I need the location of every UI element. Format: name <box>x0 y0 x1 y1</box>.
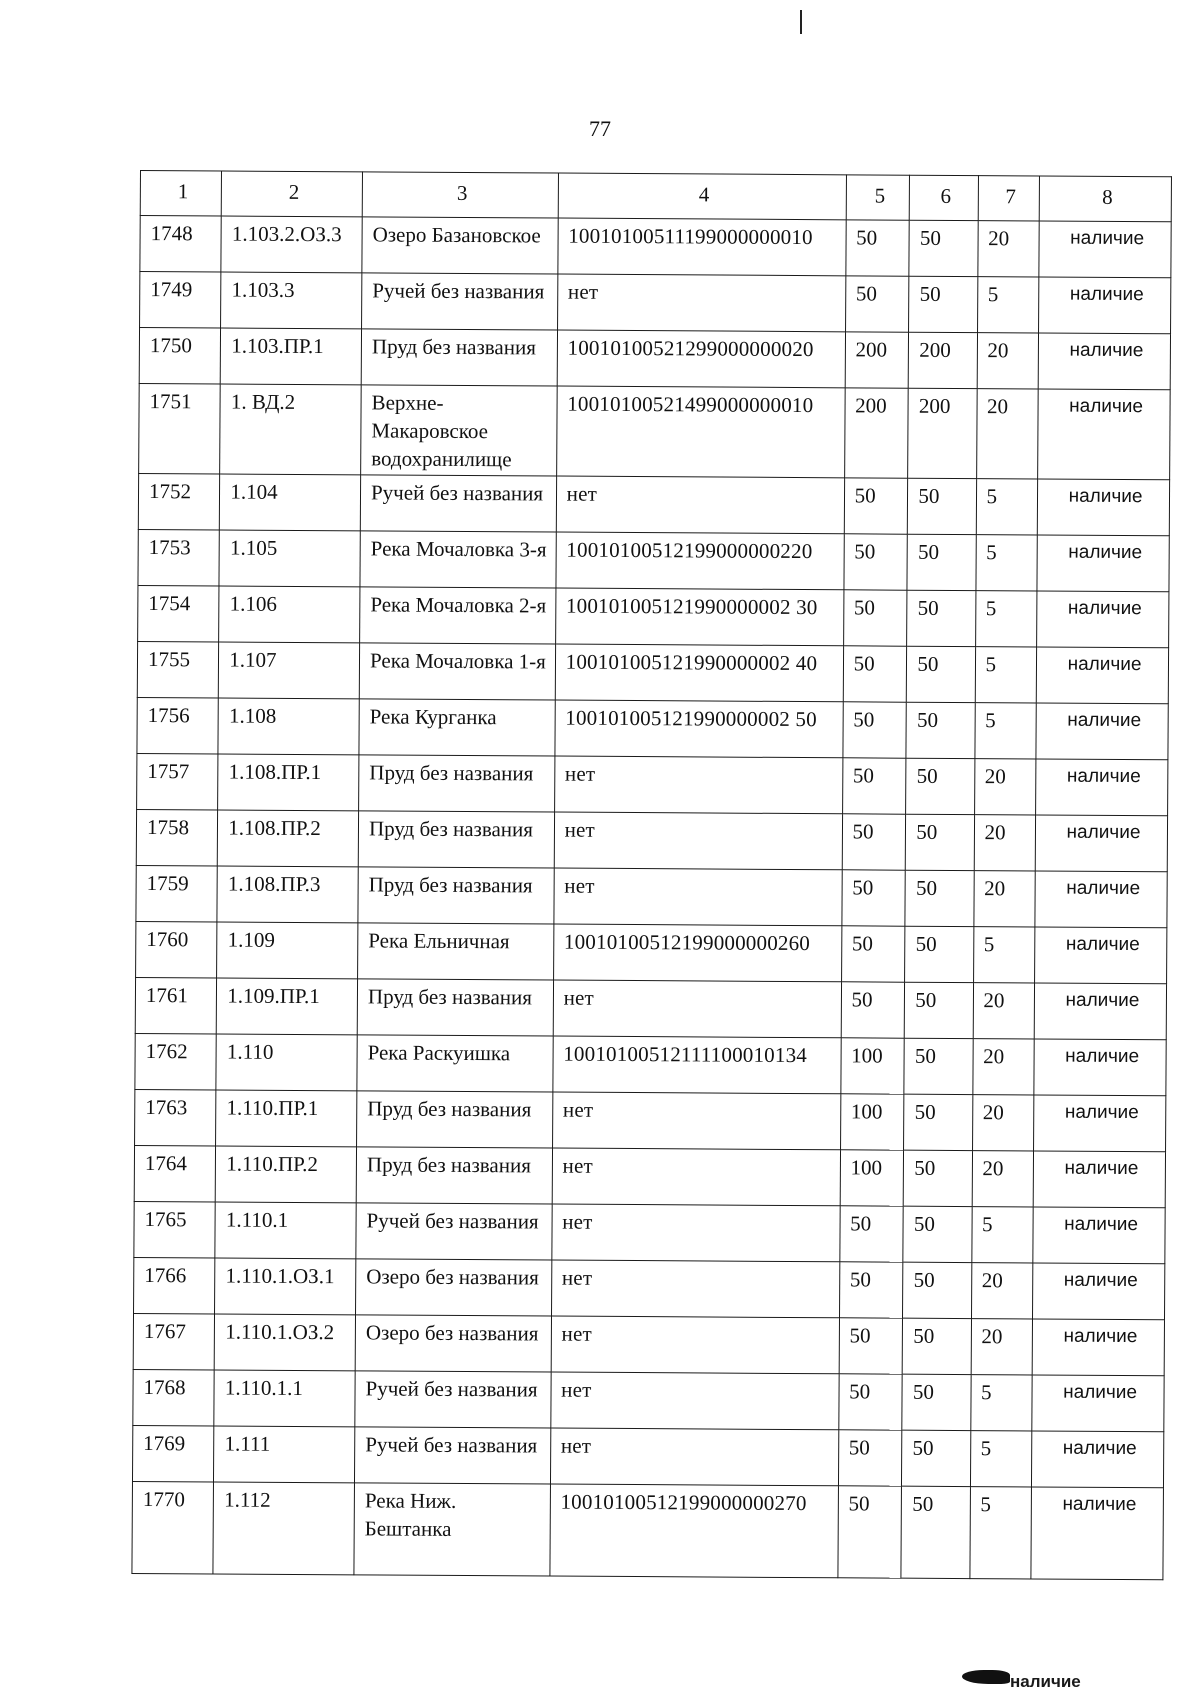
cell-presence: наличие <box>1038 389 1170 480</box>
cell-value-col-7: 20 <box>973 983 1035 1039</box>
cell-code: 1.110 <box>216 1034 357 1091</box>
cell-row-number: 1758 <box>136 809 218 865</box>
table-row <box>137 697 1168 759</box>
cell-code: 1.112 <box>213 1482 354 1575</box>
table-row <box>136 921 1167 983</box>
cell-value-col-5: 50 <box>839 1318 903 1374</box>
cell-presence: наличие <box>1031 1487 1163 1580</box>
cell-presence: наличие <box>1034 1095 1166 1152</box>
cell-value-col-5: 100 <box>840 1038 904 1094</box>
header-col-7: 7 <box>978 176 1040 221</box>
table-body <box>132 216 1171 1580</box>
table-row <box>136 865 1167 927</box>
cell-code: 1.103.3 <box>221 272 362 329</box>
scan-ink-blot <box>962 1670 1010 1684</box>
cell-value-col-5: 100 <box>840 1150 904 1206</box>
cell-row-number: 1765 <box>134 1201 216 1257</box>
cell-value-col-6: 50 <box>905 926 973 982</box>
cell-registry-code: 10010100512199000000260 <box>553 924 841 982</box>
table-row <box>133 1313 1164 1375</box>
table-row <box>132 1481 1164 1579</box>
cell-value-col-5: 50 <box>838 1486 902 1578</box>
cell-registry-code: 10010100512111100010134 <box>553 1036 841 1094</box>
cell-object-name: Ручей без названия <box>356 1203 552 1260</box>
cell-value-col-6: 200 <box>908 388 977 478</box>
cell-object-name: Пруд без названия <box>361 329 557 386</box>
cell-registry-code: 10010100521299000000020 <box>557 330 845 388</box>
cell-value-col-7: 5 <box>975 535 1037 591</box>
cell-row-number: 1768 <box>133 1369 215 1425</box>
table-row <box>138 585 1169 647</box>
cell-object-name: Ручей без названия <box>355 1371 551 1428</box>
cell-code: 1.110.1 <box>215 1202 356 1259</box>
cell-object-name: Пруд без названия <box>356 1147 552 1204</box>
cell-value-col-5: 50 <box>839 1262 903 1318</box>
cell-code: 1.111 <box>214 1426 355 1483</box>
table-row <box>139 383 1171 479</box>
cell-registry-code: 100101005121990000002 40 <box>555 644 843 702</box>
cell-code: 1.110.1.ОЗ.1 <box>215 1258 356 1315</box>
cell-value-col-5: 50 <box>842 814 906 870</box>
cell-code: 1.103.2.ОЗ.3 <box>221 216 362 273</box>
cell-value-col-5: 50 <box>842 758 906 814</box>
header-col-2: 2 <box>222 171 363 217</box>
cell-value-col-7: 5 <box>975 591 1037 647</box>
cell-registry-code: 10010100511199000000010 <box>558 218 846 276</box>
cell-value-col-7: 5 <box>974 703 1036 759</box>
cell-presence: наличие <box>1033 1207 1165 1264</box>
cell-row-number: 1749 <box>140 272 222 328</box>
cell-code: 1.104 <box>220 474 361 531</box>
cell-registry-code: нет <box>554 756 842 814</box>
cell-presence: наличие <box>1037 535 1169 592</box>
cell-value-col-5: 50 <box>839 1206 903 1262</box>
cell-value-col-5: 50 <box>842 870 906 926</box>
cell-presence: наличие <box>1034 983 1166 1040</box>
cell-code: 1.110.ПР.2 <box>216 1146 357 1203</box>
table-row <box>135 977 1166 1039</box>
cell-value-col-5: 50 <box>843 590 907 646</box>
cell-value-col-5: 50 <box>838 1374 902 1430</box>
cell-presence: наличие <box>1036 647 1168 704</box>
cell-value-col-7: 20 <box>971 1319 1033 1375</box>
cell-value-col-6: 50 <box>907 646 975 702</box>
cell-object-name: Ручей без названия <box>362 273 558 330</box>
header-col-5: 5 <box>846 175 910 220</box>
table-row <box>135 1033 1166 1095</box>
cell-object-name: Река Курганка <box>359 699 555 756</box>
table-row <box>137 753 1168 815</box>
cell-presence: наличие <box>1037 591 1169 648</box>
cell-value-col-6: 50 <box>902 1430 970 1486</box>
table-row <box>134 1257 1165 1319</box>
cell-presence: наличие <box>1034 1039 1166 1096</box>
water-objects-table <box>131 170 1172 1580</box>
cell-value-col-5: 50 <box>843 646 907 702</box>
table-header-row <box>140 171 1171 222</box>
cell-object-name: Озеро без названия <box>355 1315 551 1372</box>
cell-object-name: Река Мочаловка 3-я <box>360 531 556 588</box>
cell-code: 1.107 <box>219 642 360 699</box>
cell-value-col-5: 50 <box>841 982 905 1038</box>
cell-row-number: 1769 <box>132 1425 214 1481</box>
table-row <box>134 1145 1165 1207</box>
cell-code: 1.103.ПР.1 <box>221 328 362 385</box>
cell-value-col-7: 5 <box>973 927 1035 983</box>
cell-value-col-6: 50 <box>906 758 974 814</box>
cell-row-number: 1766 <box>134 1257 216 1313</box>
cell-object-name: Озеро Базановское <box>362 217 558 274</box>
cell-row-number: 1753 <box>138 529 220 585</box>
cell-object-name: Река Ниж. Бештанка <box>354 1483 550 1576</box>
table-row <box>137 641 1168 703</box>
table-row <box>133 1369 1164 1431</box>
cell-code: 1.108.ПР.2 <box>218 810 359 867</box>
cell-object-name: Озеро без названия <box>356 1259 552 1316</box>
cell-row-number: 1754 <box>138 585 220 641</box>
cell-value-col-5: 50 <box>844 534 908 590</box>
cell-value-col-7: 5 <box>971 1207 1033 1263</box>
cell-code: 1. ВД.2 <box>220 384 361 475</box>
header-col-4: 4 <box>558 173 846 220</box>
cell-object-name: Река Мочаловка 1-я <box>359 643 555 700</box>
cell-value-col-7: 20 <box>976 389 1038 479</box>
cell-code: 1.106 <box>219 586 360 643</box>
cell-value-col-6: 50 <box>906 814 974 870</box>
table-row <box>138 529 1169 591</box>
cell-value-col-7: 20 <box>974 759 1036 815</box>
cell-presence: наличие <box>1037 479 1169 536</box>
table-row <box>138 473 1169 535</box>
cell-value-col-7: 5 <box>970 1375 1032 1431</box>
cell-presence: наличие <box>1036 703 1168 760</box>
cell-registry-code: нет <box>554 812 842 870</box>
cell-row-number: 1763 <box>135 1089 217 1145</box>
cell-registry-code: нет <box>550 1372 838 1430</box>
cell-value-col-5: 200 <box>844 388 908 478</box>
cell-value-col-6: 50 <box>902 1374 970 1430</box>
cell-value-col-5: 100 <box>840 1094 904 1150</box>
cell-presence: наличие <box>1038 333 1170 390</box>
cell-value-col-6: 50 <box>905 870 973 926</box>
cell-value-col-6: 50 <box>904 1038 972 1094</box>
cell-code: 1.109 <box>217 922 358 979</box>
cell-value-col-7: 20 <box>971 1263 1033 1319</box>
cell-registry-code: нет <box>551 1316 839 1374</box>
cell-value-col-7: 20 <box>972 1095 1034 1151</box>
cell-value-col-7: 20 <box>974 815 1036 871</box>
cell-value-col-5: 50 <box>838 1430 902 1486</box>
cell-presence: наличие <box>1035 871 1167 928</box>
cell-object-name: Река Ельничная <box>358 923 554 980</box>
cell-registry-code: 10010100512199000000270 <box>550 1484 839 1578</box>
cell-presence: наличие <box>1039 221 1171 278</box>
cell-value-col-5: 50 <box>843 702 907 758</box>
cell-value-col-6: 50 <box>909 220 977 276</box>
cell-value-col-6: 50 <box>903 1318 971 1374</box>
table-row <box>140 272 1171 334</box>
cell-row-number: 1752 <box>138 473 220 529</box>
cell-code: 1.109.ПР.1 <box>217 978 358 1035</box>
page-number: 77 <box>589 116 611 141</box>
cell-object-name: Пруд без названия <box>357 979 553 1036</box>
header-col-1: 1 <box>140 171 222 216</box>
cell-presence: наличие <box>1035 815 1167 872</box>
cell-object-name: Река Раскуишка <box>357 1035 553 1092</box>
cell-object-name: Ручей без названия <box>360 475 556 532</box>
table-row <box>132 1425 1163 1487</box>
cell-object-name: Пруд без названия <box>358 811 554 868</box>
cell-row-number: 1762 <box>135 1033 217 1089</box>
cell-value-col-7: 20 <box>972 1039 1034 1095</box>
cell-object-name: Пруд без названия <box>357 1091 553 1148</box>
cell-object-name: Пруд без названия <box>359 755 555 812</box>
cell-registry-code: нет <box>556 476 844 534</box>
cell-value-col-7: 5 <box>977 277 1039 333</box>
cell-code: 1.108.ПР.3 <box>217 866 358 923</box>
cell-object-name: Река Мочаловка 2-я <box>360 587 556 644</box>
cell-row-number: 1756 <box>137 697 219 753</box>
cell-row-number: 1764 <box>134 1145 216 1201</box>
cell-code: 1.110.ПР.1 <box>216 1090 357 1147</box>
cell-registry-code: 100101005121990000002 30 <box>555 588 843 646</box>
header-col-3: 3 <box>362 172 558 218</box>
cell-registry-code: нет <box>552 1092 840 1150</box>
cell-row-number: 1767 <box>133 1313 215 1369</box>
cell-value-col-5: 50 <box>845 220 909 276</box>
cell-registry-code: нет <box>552 1148 840 1206</box>
cell-row-number: 1751 <box>139 383 221 473</box>
cell-value-col-6: 200 <box>909 332 977 388</box>
cell-row-number: 1760 <box>136 921 218 977</box>
cell-row-number: 1750 <box>139 328 221 384</box>
cell-registry-code: нет <box>553 980 841 1038</box>
cell-row-number: 1755 <box>137 641 219 697</box>
table-row <box>136 809 1167 871</box>
cell-registry-code: нет <box>550 1428 838 1486</box>
cell-code: 1.108 <box>218 698 359 755</box>
cell-value-col-7: 20 <box>977 221 1039 277</box>
registry-table-wrapper <box>131 170 1172 1580</box>
cell-row-number: 1757 <box>137 753 219 809</box>
cell-value-col-6: 50 <box>903 1262 971 1318</box>
cell-value-col-6: 50 <box>906 702 974 758</box>
cell-value-col-7: 20 <box>973 871 1035 927</box>
cell-row-number: 1759 <box>136 865 218 921</box>
cell-value-col-5: 50 <box>844 478 908 534</box>
cell-value-col-7: 20 <box>972 1151 1034 1207</box>
cell-registry-code: 10010100512199000000220 <box>556 532 844 590</box>
cell-object-name: Ручей без названия <box>355 1427 551 1484</box>
cell-value-col-7: 5 <box>975 647 1037 703</box>
cell-presence: наличие <box>1033 1263 1165 1320</box>
table-row <box>140 216 1171 278</box>
cell-row-number: 1761 <box>135 977 217 1033</box>
cell-registry-code: 100101005121990000002 50 <box>555 700 843 758</box>
cell-registry-code: 10010100521499000000010 <box>556 386 845 478</box>
cell-presence: наличие <box>1036 759 1168 816</box>
cell-value-col-7: 20 <box>977 333 1039 389</box>
table-row <box>134 1201 1165 1263</box>
cell-object-name: Верхне-Макаровское водохранилище <box>361 385 557 476</box>
cell-code: 1.108.ПР.1 <box>218 754 359 811</box>
scan-artifact-top <box>800 10 802 34</box>
cell-value-col-6: 50 <box>903 1206 971 1262</box>
table-row <box>139 328 1170 390</box>
cell-object-name: Пруд без названия <box>358 867 554 924</box>
cell-code: 1.105 <box>219 530 360 587</box>
cell-value-col-6: 50 <box>901 1486 970 1578</box>
cell-presence: наличие <box>1039 277 1171 334</box>
cell-value-col-6: 50 <box>904 1094 972 1150</box>
cell-value-col-6: 50 <box>907 534 975 590</box>
cell-value-col-6: 50 <box>909 276 977 332</box>
cell-value-col-6: 50 <box>908 478 976 534</box>
cell-registry-code: нет <box>557 274 845 332</box>
cell-value-col-6: 50 <box>904 1150 972 1206</box>
header-col-8: 8 <box>1039 176 1171 222</box>
cell-row-number: 1748 <box>140 216 222 272</box>
footer-stamp-text: наличие <box>1010 1672 1081 1691</box>
cell-value-col-7: 5 <box>969 1487 1031 1579</box>
cell-presence: наличие <box>1032 1375 1164 1432</box>
cell-code: 1.110.1.ОЗ.2 <box>214 1314 355 1371</box>
cell-registry-code: нет <box>552 1204 840 1262</box>
header-col-6: 6 <box>910 175 978 220</box>
table-row <box>135 1089 1166 1151</box>
cell-value-col-5: 200 <box>845 332 909 388</box>
cell-code: 1.110.1.1 <box>214 1370 355 1427</box>
cell-value-col-6: 50 <box>907 590 975 646</box>
cell-presence: наличие <box>1032 1431 1164 1488</box>
cell-registry-code: нет <box>554 868 842 926</box>
cell-value-col-7: 5 <box>976 479 1038 535</box>
cell-value-col-5: 50 <box>841 926 905 982</box>
cell-value-col-6: 50 <box>905 982 973 1038</box>
cell-presence: наличие <box>1033 1151 1165 1208</box>
cell-value-col-7: 5 <box>970 1431 1032 1487</box>
cell-presence: наличие <box>1032 1319 1164 1376</box>
cell-presence: наличие <box>1035 927 1167 984</box>
cell-registry-code: нет <box>551 1260 839 1318</box>
cell-row-number: 1770 <box>132 1481 214 1573</box>
cell-value-col-5: 50 <box>845 276 909 332</box>
